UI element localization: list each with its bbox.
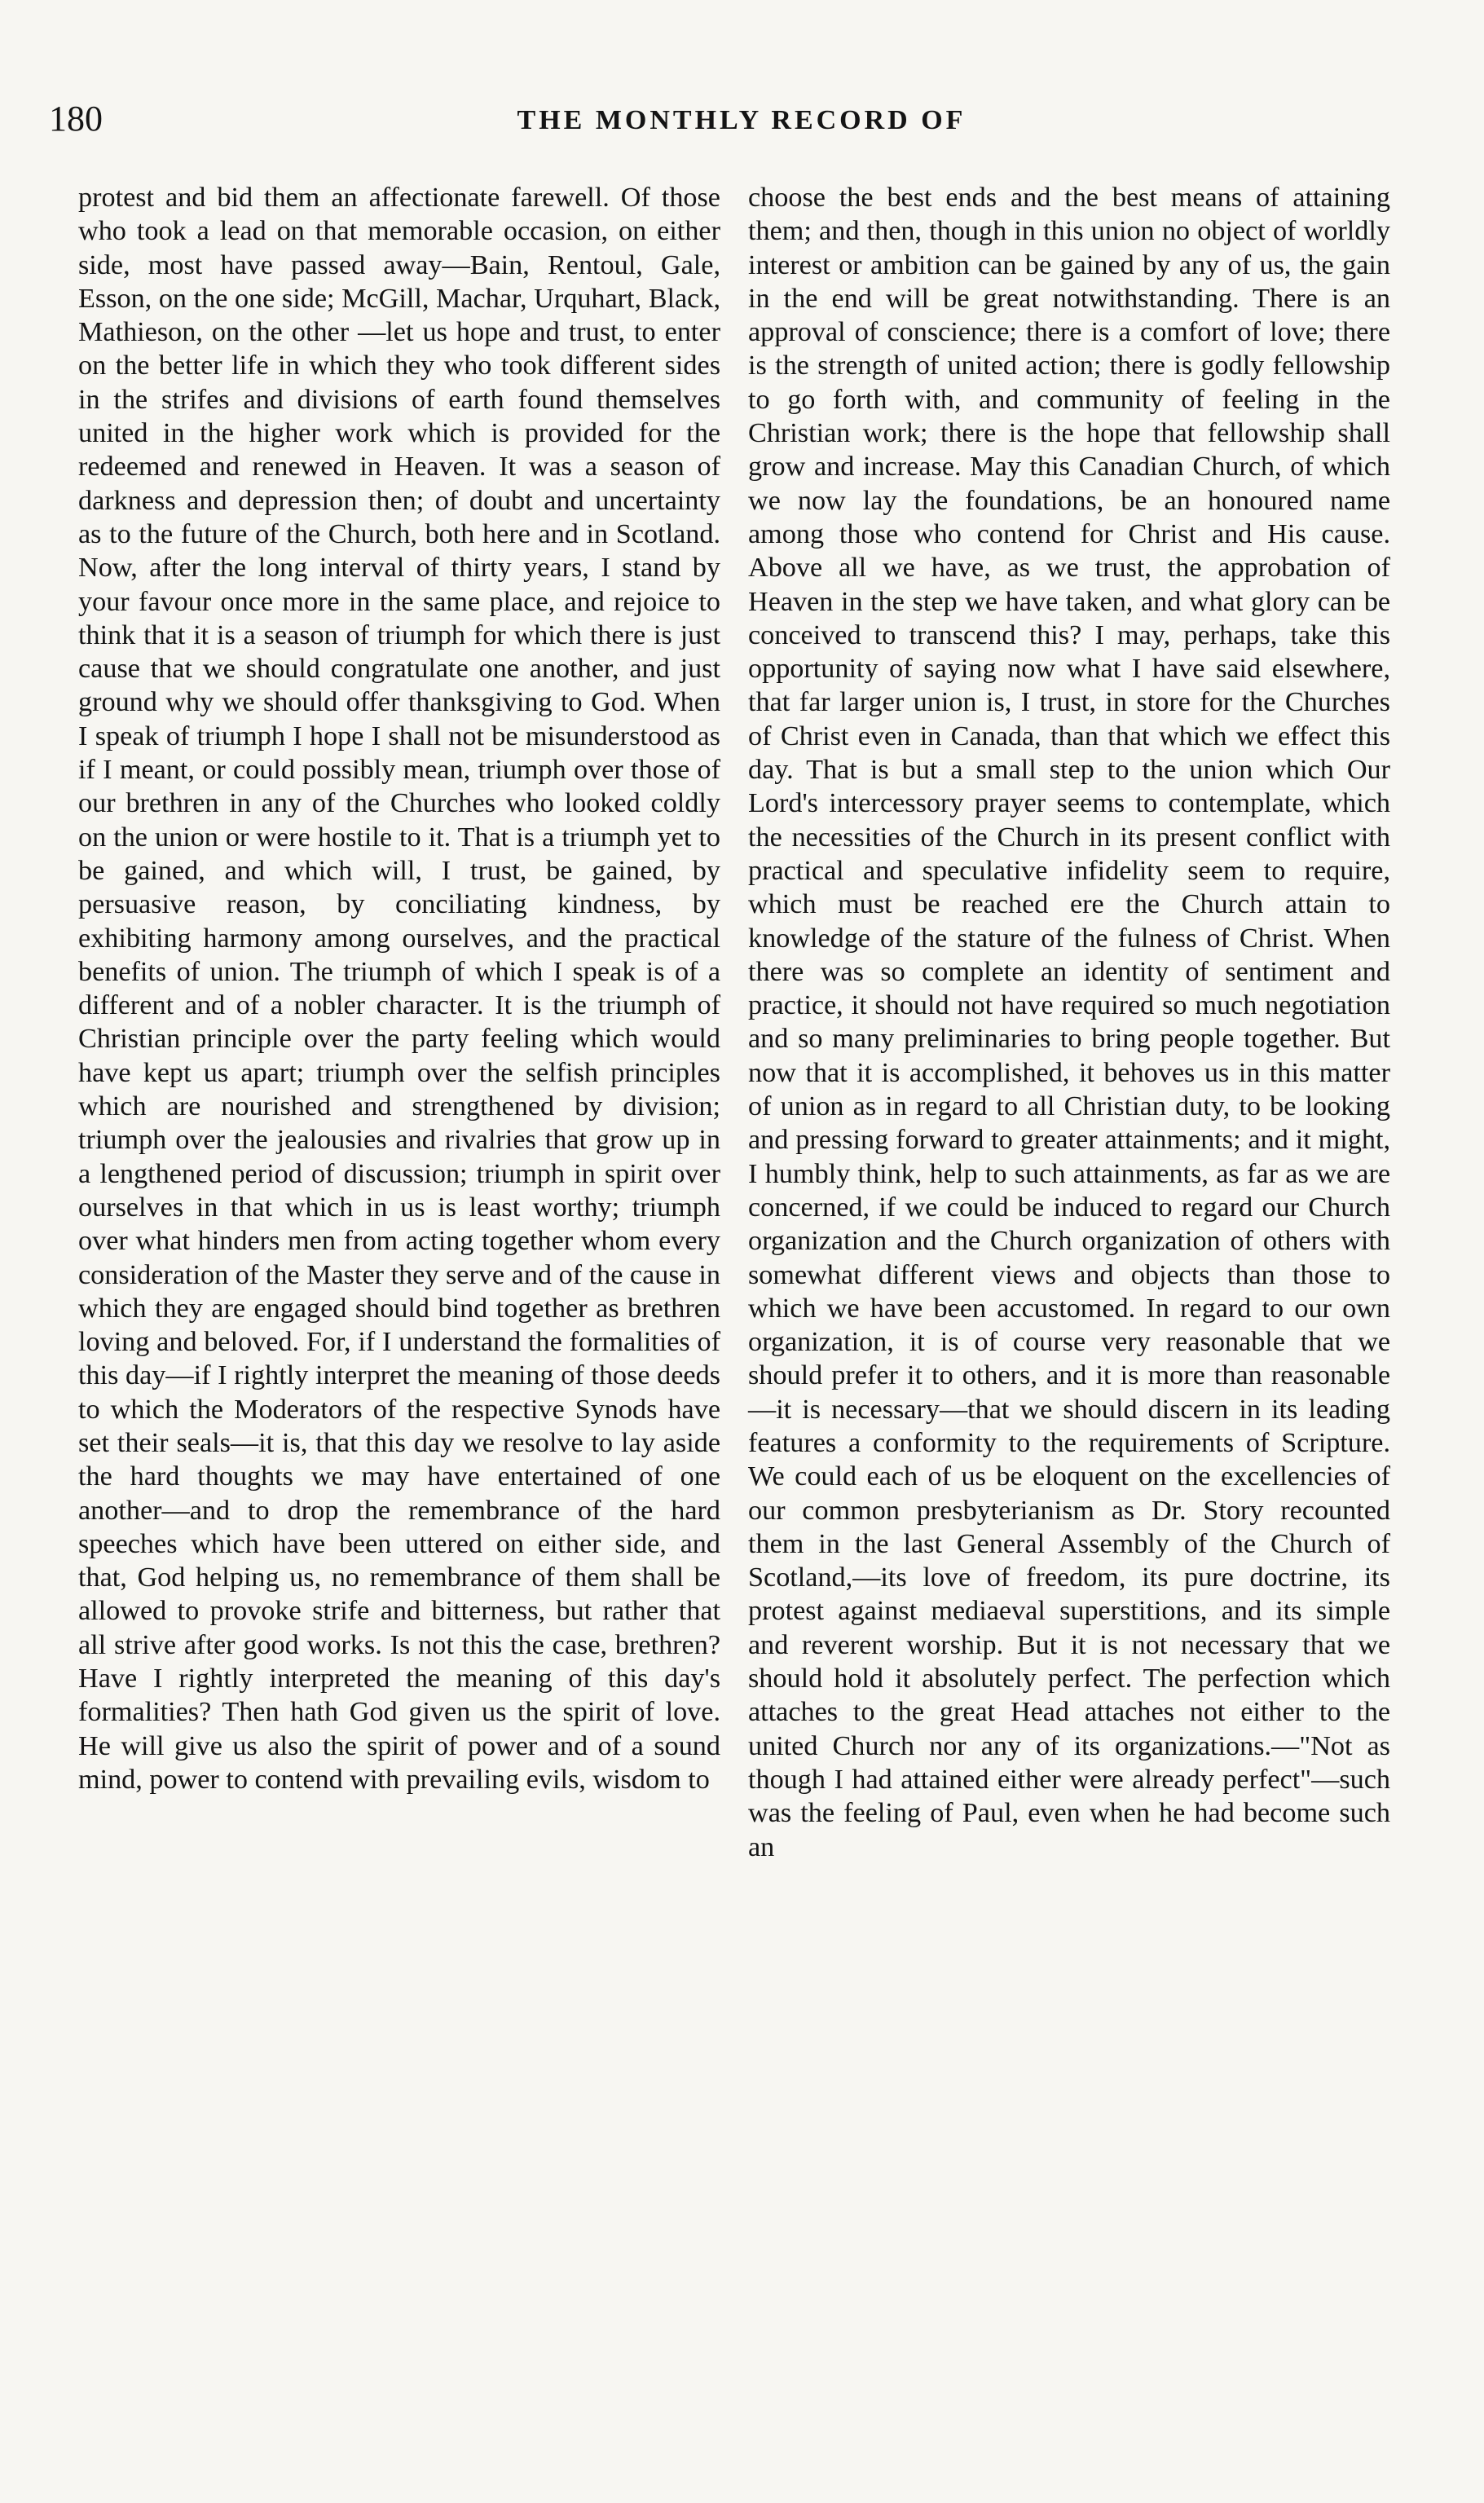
running-title: THE MONTHLY RECORD OF [517,105,967,135]
page-number: 180 [49,99,103,139]
left-column [78,181,720,1796]
right-column-text: choose the best ends and the best means of attaining them; and then, though in this union no object of worldly interest or ambition can be gained by any of us, the gain in the end will be great notwithstanding. There is an approval of conscience; there is a comfort of love; there is the strength of united action; there is godly fellowship to go forth with, and community of feeling in the Christian work; there is the hope that fellowship shall grow and increase. May this Canadian Church, of which we now lay the foundations, be an honoured name among those who contend for Christ and His cause. Above all we have, as we trust, the approbation of Heaven in the step we have taken, and what glory can be conceived to transcend this? I may, perhaps, take this opportunity of saying now what I have said elsewhere, that far larger union is, I trust, in store for the Churches of Christ even in Canada, than that which we effect this day. That is but a small step to the union which Our Lord's intercessory prayer seems to contemplate, which the necessities of the Church in its present conflict with practical and speculative infidelity seem to require, which must be reached ere the Church attain to knowledge of the stature of the fulness of Christ. When there was so complete an identity of sentiment and practice, it should not have required so much negotiation and so many preliminaries to bring people together. But now that it is accomplished, it behoves us in this matter of union as in regard to all Christian duty, to be looking and pressing forward to greater attainments; and it might, I humbly think, help to such attainments, as far as we are concerned, if we could be induced to regard our Church organization and the Church organization of others with somewhat different views and objects than those to which we have been accustomed. In regard to our own organization, it is of course very reasonable that we should prefer it to others, and it is more than reasonable—it is necessary—that we should discern in its leading features a conformity to the requirements of Scripture. We could each of us be eloquent on the excellencies of our common presbyterianism as Dr. Story recounted them in the last General Assembly of the Church of Scotland,—its love of freedom, its pure doctrine, its protest against mediaeval superstitions, and its simple and reverent worship. But it is not necessary that we should hold it absolutely perfect. The perfection which attaches to the great Head attaches not either to the united Church nor any of its organizations.—"Not as though I had attained either were already perfect"—such was the feeling of Paul, even when he had become such an [748,183,1390,1862]
right-column [748,181,1390,1864]
left-column-text: protest and bid them an affectionate farewell. Of those who took a lead on that memorable occasion, on either side, most have passed away—Bain, Rentoul, Gale, Esson, on the one side; McGill, Machar, Urquhart, Black, Mathieson, on the other —let us hope and trust, to enter on the better life in which they who took different sides in the strifes and divisions of earth found themselves united in the higher work which is provided for the redeemed and renewed in Heaven. It was a season of darkness and depression then; of doubt and uncertainty as to the future of the Church, both here and in Scotland. Now, after the long interval of thirty years, I stand by your favour once more in the same place, and rejoice to think that it is a season of triumph for which there is just cause that we should congratulate one another, and just ground why we should offer thanksgiving to God. When I speak of triumph I hope I shall not be misunderstood as if I meant, or could possibly mean, triumph over those of our brethren in any of the Churches who looked coldly on the union or were hostile to it. That is a triumph yet to be gained, and which will, I trust, be gained, by persuasive reason, by conciliating kindness, by exhibiting harmony among ourselves, and the practical benefits of union. The triumph of which I speak is of a different and of a nobler character. It is the triumph of Christian principle over the party feeling which would have kept us apart; triumph over the selfish principles which are nourished and strengthened by division; triumph over the jealousies and rivalries that grow up in a lengthened period of discussion; triumph in spirit over ourselves in that which in us is least worthy; triumph over what hinders men from acting together whom every consideration of the Master they serve and of the cause in which they are engaged should bind together as brethren loving and beloved. For, if I understand the formalities of this day—if I rightly interpret the meaning of those deeds to which the Moderators of the respective Synods have set their seals—it is, that this day we resolve to lay aside the hard thoughts we may have entertained of one another—and to drop the remembrance of the hard speeches which have been uttered on either side, and that, God helping us, no remembrance of them shall be allowed to provoke strife and bitterness, but rather that all strive after good works. Is not this the case, brethren? Have I rightly interpreted the meaning of this day's formalities? Then hath God given us the spirit of love. He will give us also the spirit of power and of a sound mind, power to contend with prevailing evils, wisdom to [78,183,720,1795]
page-header [49,96,1434,145]
